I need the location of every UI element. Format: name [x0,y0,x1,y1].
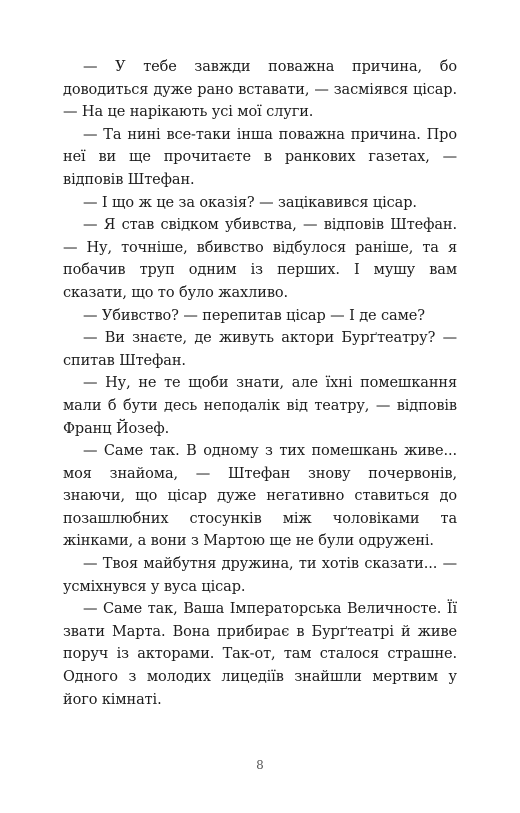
paragraph-8: — Саме так. В одному з тих помешкань живе... моя знайома, — Штефан знову почервонів, знаючи, що цісар дуже негативно ставиться до позашлюбних стосунків між чоловіками та жінками, а вони з Мартою ще не були одружені. [63,443,457,550]
paragraph-3: — І що ж це за оказія? — зацікавився цісар. [83,194,417,211]
paragraph-2: — Та нині все-таки інша поважна причина. Про неї ви ще прочитаєте в ранкових газетах, — відповів Штефан. [63,126,457,188]
paragraph-4: — Я став свідком убивства, — відповів Штефан. — Ну, точніше, вбивство відбулося раніше, та я побачив труп одним із перших. І мушу вам сказати, що то було жахливо. [63,217,457,301]
page-number: 8 [256,758,264,772]
paragraph-10: — Саме так, Ваша Імператорська Величносте. Її звати Марта. Вона прибирає в Бурґтеатрі й живе поруч із акторами. Так-от, там сталося страшне. Одного з молодих лицедіїв знайшли мертвим у його кімнаті. [63,601,457,708]
paragraph-5: — Убивство? — перепитав цісар — І де саме? [83,307,425,324]
paragraph-6: — Ви знаєте, де живуть актори Бурґтеатру? — спитав Штефан. [63,330,457,369]
paragraph-7: — Ну, не те щоби знати, але їхні помешкання мали б бути десь неподалік від театру, — відповів Франц Йозеф. [63,375,457,437]
paragraph-1: — У тебе завжди поважна причина, бо доводиться дуже рано вставати, — засміявся цісар. — На це нарікають усі мої слуги. [63,59,457,121]
paragraph-9: — Твоя майбутня дружина, ти хотів сказати... — усміхнувся у вуса цісар. [63,556,457,595]
body-text [63,56,457,711]
